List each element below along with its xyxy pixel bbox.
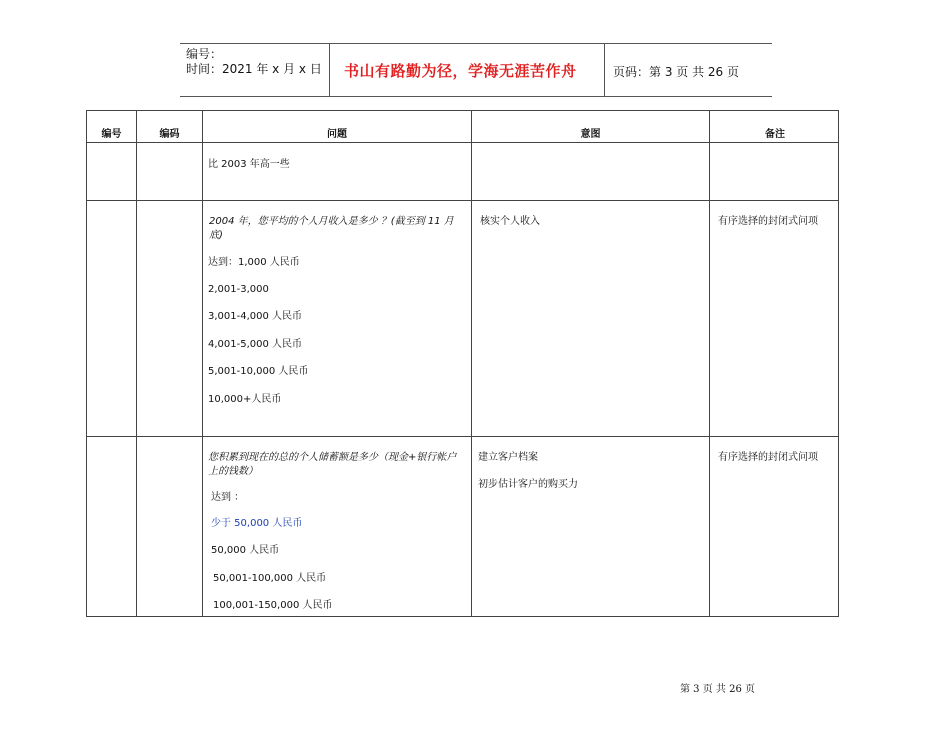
col-divider [471,111,472,616]
row2-intent: 核实个人收入 [480,216,540,227]
row3-question: 您积累到现在的总的个人储蓄额是多少（现金+银行帐户上的钱数） [208,452,457,477]
row2-option: 10,000+人民币 [208,394,282,405]
col-header-intent: 意图 [580,129,601,140]
page-footer: 第 3 页 共 26 页 [680,684,755,695]
header-page-label: 页码：第 3 页 共 26 页 [613,65,739,79]
row3-intent: 初步估计客户的购买力 [478,479,578,490]
row3-option: 50,000 人民币 [211,545,280,556]
row2-note: 有序选择的封闭式问项 [718,216,818,227]
col-header-note: 备注 [765,129,785,140]
header-motto: 书山有路勤为径，学海无涯苦作舟 [344,62,577,80]
col-header-question: 问题 [327,129,347,140]
row-divider [87,200,838,201]
row-divider [87,436,838,437]
row3-option: 50,001-100,000 人民币 [213,573,327,584]
col-divider [136,111,137,616]
row-divider [87,142,838,143]
row3-reach-label: 达到 ： [211,492,245,503]
row3-option: 100,001-150,000 人民币 [213,600,333,611]
row2-option: 5,001-10,000 人民币 [208,366,309,377]
row2-question: 2004 年，您平均的个人月收入是多少 ？(截至到 11 月底) [209,216,454,241]
col-header-code: 编码 [159,129,180,140]
header-time-label: 时间：2021 年 x 月 x 日 [186,62,322,76]
col-header-number: 编号 [101,129,122,140]
row2-option: 2,001-3,000 [208,284,269,295]
row2-option: 达到：1,000 人民币 [208,257,300,268]
header-motto-cell [330,44,605,96]
row3-intent: 建立客户档案 [478,452,538,463]
col-divider [709,111,710,616]
header-page-cell [605,44,772,96]
col-divider [202,111,203,616]
question-table [86,110,839,617]
row3-note: 有序选择的封闭式问项 [718,452,818,463]
header-number-label: 编号： [186,47,223,61]
row2-option: 3,001-4,000 人民币 [208,311,303,322]
header-info-cell [180,44,330,96]
page-header [180,43,772,97]
row2-option: 4,001-5,000 人民币 [208,339,303,350]
row1-question: 比 2003 年高一些 [208,159,290,170]
row3-option: 少于 50,000 人民币 [211,518,303,529]
